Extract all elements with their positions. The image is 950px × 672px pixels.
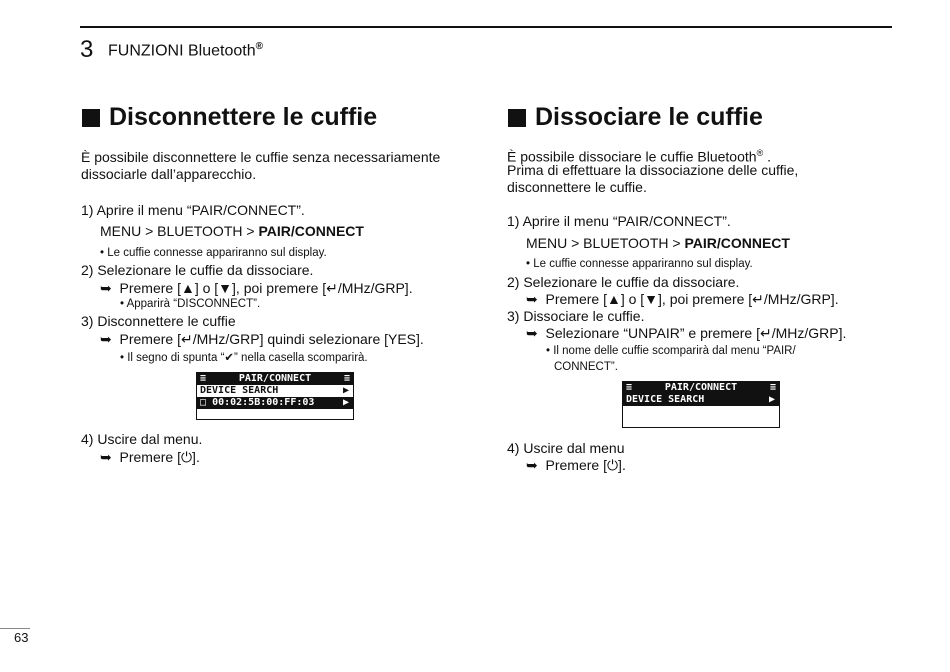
step-3-note-2: CONNECT”. [554,361,618,373]
section-title-text: Disconnettere le cuffie [109,103,378,131]
step-2-note: • Apparirà “DISCONNECT”. [120,298,261,310]
step-2-action [100,280,413,297]
page-number: 63 [14,630,29,645]
header-rule [80,26,892,28]
step-2-action-text: Premere [▲] o [▼], poi premere [↵/MHz/GRP]. [545,291,839,307]
step-3-action [100,331,424,348]
step-3-note-1: • Il nome delle cuffie scomparirà dal menu “PAIR/ [546,345,796,357]
menu-icon: ≡ [769,382,776,393]
step-3-note: • Il segno di spunta “✔” nella casella scomparirà. [120,352,368,364]
intro-line-2: Prima di effettuare la dissociazione delle cuffie, [507,162,799,178]
intro-line-3: disconnettere le cuffie. [507,179,647,195]
step-1-note: • Le cuffie connesse appariranno sul display. [526,258,753,270]
intro-line-1: È possibile disconnettere le cuffie senza necessariamente [81,149,441,165]
step-2: 2) Selezionare le cuffie da dissociare. [81,262,314,278]
triangle-right-icon: ▶ [342,385,349,396]
step-2-action [526,291,839,308]
registered-mark: ® [255,41,263,52]
menu-path [526,235,790,252]
lcd-title-bar [197,373,353,385]
step-4: 4) Uscire dal menu. [81,431,203,447]
lcd-row-label: DEVICE SEARCH [626,394,705,405]
step-1-note: • Le cuffie connesse appariranno sul display. [100,247,327,259]
menu-path-bold: PAIR/CONNECT [258,223,364,239]
page-number-rule [0,628,30,629]
chapter-title [108,41,263,60]
lcd-row-device-search [197,385,353,397]
step-3-action [526,325,846,342]
step-3-action-text: Premere [↵/MHz/GRP] quindi selezionare [YES]. [119,331,424,347]
step-4-action-text: Premere [⏻]. [545,457,626,473]
lcd-row-label: DEVICE SEARCH [200,385,279,396]
step-4: 4) Uscire dal menu [507,440,625,456]
section-title-text: Dissociare le cuffie [535,103,763,131]
step-1: 1) Aprire il menu “PAIR/CONNECT”. [81,202,305,218]
step-2: 2) Selezionare le cuffie da dissociare. [507,274,740,290]
lcd-display-disconnect [196,372,354,420]
lcd-row-address: 00:02:5B:00:FF:03 [212,397,315,408]
registered-mark: ® [756,148,764,158]
checkbox-icon: □ [200,397,207,408]
arrow-icon: ➥ [100,449,112,465]
lcd-display-unpair [622,381,780,428]
lcd-title: PAIR/CONNECT [664,382,738,393]
lcd-row-device [197,397,353,409]
arrow-icon: ➥ [100,280,112,296]
triangle-right-icon: ▶ [342,397,349,408]
arrow-icon: ➥ [526,457,538,473]
section-title-disconnect [82,103,377,132]
step-2-action-text: Premere [▲] o [▼], poi premere [↵/MHz/GRP]. [119,280,413,296]
intro-line-1-end: . [763,148,771,165]
menu-path-prefix: MENU > BLUETOOTH > [526,235,685,251]
square-bullet-icon [82,109,100,127]
step-3: 3) Disconnettere le cuffie [81,313,236,329]
step-3-action-text: Selezionare “UNPAIR” e premere [↵/MHz/GRP]. [545,325,847,341]
step-4-action [526,457,626,474]
lcd-title-bar [623,382,779,394]
menu-icon: ≡ [200,373,207,384]
square-bullet-icon [508,109,526,127]
chapter-number: 3 [80,36,94,63]
triangle-right-icon: ▶ [768,394,775,405]
menu-icon: ≡ [343,373,350,384]
section-title-unpair [508,103,763,132]
chapter-title-text: FUNZIONI Bluetooth [108,42,256,60]
arrow-icon: ➥ [526,325,538,341]
menu-path-prefix: MENU > BLUETOOTH > [100,223,259,239]
step-3: 3) Dissociare le cuffie. [507,308,645,324]
menu-path [100,223,364,240]
arrow-icon: ➥ [526,291,538,307]
step-1: 1) Aprire il menu “PAIR/CONNECT”. [507,213,731,229]
step-4-action [100,449,200,466]
menu-icon: ≡ [626,382,633,393]
intro-line-1-text: È possibile dissociare le cuffie Bluetooth [507,148,757,165]
lcd-row-device-search [623,394,779,406]
step-4-action-text: Premere [⏻]. [119,449,200,465]
lcd-title: PAIR/CONNECT [238,373,312,384]
menu-path-bold: PAIR/CONNECT [684,235,790,251]
intro-line-2: dissociarle dall’apparecchio. [81,166,257,182]
arrow-icon: ➥ [100,331,112,347]
